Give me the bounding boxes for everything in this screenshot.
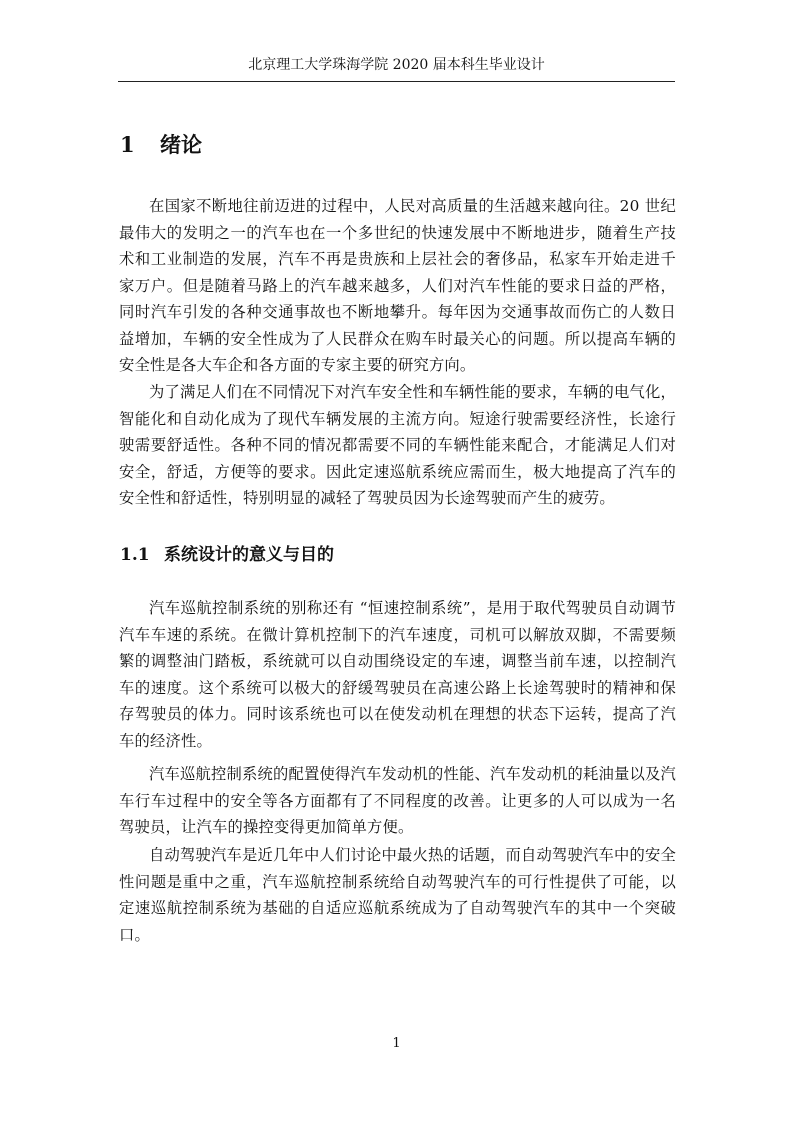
- body-paragraph: 汽车巡航控制系统的配置使得汽车发动机的性能、汽车发动机的耗油量以及汽车行车过程中的安全等各方面都有了不同程度的改善。让更多的人可以成为一名驾驶员，让汽车的操控变得更加简单方便。: [119, 765, 676, 836]
- section-heading: [120, 543, 334, 567]
- section-number: 1.1: [120, 545, 150, 565]
- header-divider: [118, 81, 675, 82]
- chapter-number: 1: [120, 132, 135, 157]
- body-paragraph: 为了满足人们在不同情况下对汽车安全性和车辆性能的要求，车辆的电气化，智能化和自动化成为了现代车辆发展的主流方向。短途行驶需要经济性，长途行驶需要舒适性。各种不同的情况都需要不同的车辆性能来配合，才能满足人们对安全，舒适，方便等的要求。因此定速巡航系统应需而生，极大地提高了汽车的安全性和舒适性，特别明显的减轻了驾驶员因为长途驾驶而产生的疲劳。: [119, 383, 676, 507]
- running-header: 北京理工大学珠海学院 2020 届本科生毕业设计: [248, 57, 545, 73]
- body-paragraph: 自动驾驶汽车是近几年中人们讨论中最火热的话题，而自动驾驶汽车中的安全性问题是重中之重，汽车巡航控制系统给自动驾驶汽车的可行性提供了可能，以定速巡航控制系统为基础的自适应巡航系统成为了自动驾驶汽车的其中一个突破口。: [119, 846, 676, 944]
- chapter-heading: [120, 131, 202, 159]
- chapter-title: 绪论: [160, 132, 202, 157]
- section-title: 系统设计的意义与目的: [164, 545, 334, 565]
- body-paragraph: 在国家不断地往前迈进的过程中，人民对高质量的生活越来越向往。20 世纪最伟大的发明之一的汽车也在一个多世纪的快速发展中不断地进步，随着生产技术和工业制造的发展，汽车不再是贵族和上层社会的奢侈品，私家车开始走进千家万户。但是随着马路上的汽车越来越多，人们对汽车性能的要求日益的严格，同时汽车引发的各种交通事故也不断地攀升。每年因为交通事故而伤亡的人数日益增加，车辆的安全性成为了人民群众在购车时最关心的问题。所以提高车辆的安全性是各大车企和各方面的专家主要的研究方向。: [119, 197, 676, 374]
- page-number: 1: [392, 1036, 401, 1051]
- body-paragraph: 汽车巡航控制系统的别称还有 “恒速控制系统”，是用于取代驾驶员自动调节汽车车速的系统。在微计算机控制下的汽车速度，司机可以解放双脚，不需要频繁的调整油门踏板，系统就可以自动围绕设定的车速，调整当前车速，以控制汽车的速度。这个系统可以极大的舒缓驾驶员在高速公路上长途驾驶时的精神和保存驾驶员的体力。同时该系统也可以在使发动机在理想的状态下运转，提高了汽车的经济性。: [119, 599, 676, 750]
